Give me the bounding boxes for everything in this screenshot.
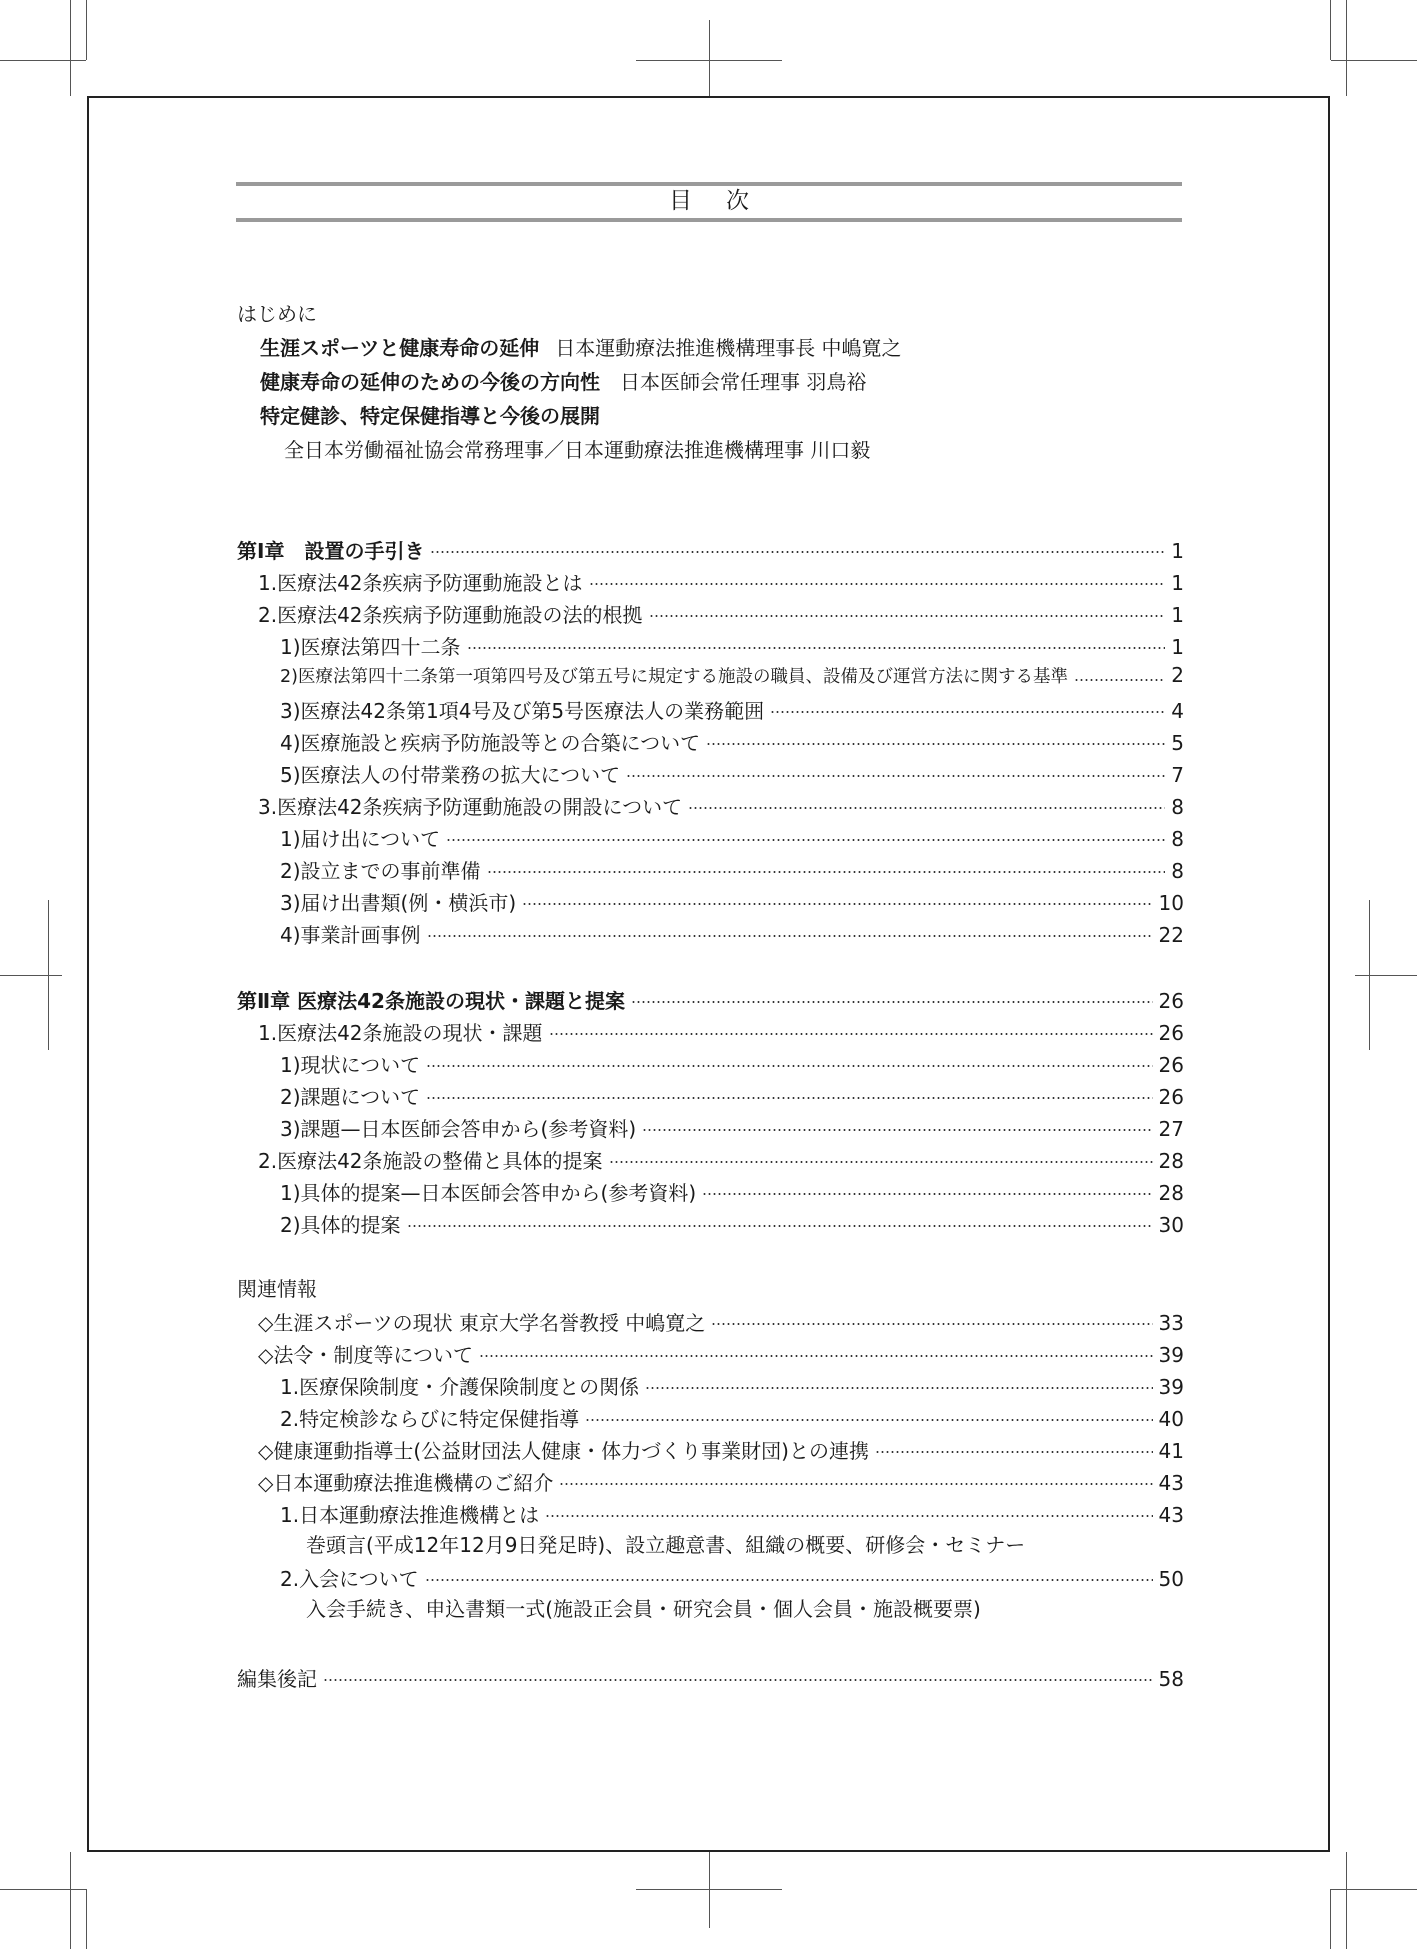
toc-label: 2)具体的提案 <box>280 1213 401 1237</box>
toc-page: 1 <box>1171 635 1184 659</box>
toc-label: 2)課題について <box>280 1085 421 1109</box>
leader-dots <box>688 807 1165 809</box>
leader-dots <box>645 1387 1152 1389</box>
toc-row[interactable] <box>280 1209 1184 1237</box>
leader-dots <box>706 743 1165 745</box>
heading-rule-top <box>236 182 1182 186</box>
intro-item <box>260 368 866 396</box>
toc-label: 2)設立までの事前準備 <box>280 859 481 883</box>
toc-label: 4)事業計画事例 <box>280 923 421 947</box>
toc-page: 30 <box>1158 1213 1184 1237</box>
toc-page: 10 <box>1158 891 1184 915</box>
toc-row[interactable] <box>258 567 1184 595</box>
leader-dots <box>430 551 1165 553</box>
toc-page: 58 <box>1158 1667 1184 1691</box>
toc-page: 28 <box>1158 1181 1184 1205</box>
crop-mark <box>1369 900 1370 1050</box>
intro-item-author: 日本医師会常任理事 羽鳥裕 <box>620 370 867 394</box>
toc-label: 3)届け出書類(例・横浜市) <box>280 891 517 915</box>
crop-mark <box>0 60 86 61</box>
toc-chapter-row[interactable] <box>237 535 1184 563</box>
toc-heading-block <box>236 182 1182 222</box>
toc-row[interactable] <box>280 631 1184 659</box>
toc-label: 3)医療法42条第1項4号及び第5号医療法人の業務範囲 <box>280 699 765 723</box>
crop-mark <box>0 1889 86 1890</box>
crop-mark <box>70 1852 71 1949</box>
toc-label: ◇健康運動指導士(公益財団法人健康・体力づくり事業財団)との連携 <box>258 1439 869 1463</box>
leader-dots <box>626 775 1165 777</box>
intro-item-author: 日本運動療法推進機構理事長 中嶋寛之 <box>555 336 902 360</box>
crop-mark <box>1331 1889 1417 1890</box>
crop-mark <box>86 0 87 60</box>
toc-label: 2.入会について <box>280 1567 419 1591</box>
toc-label: 1)具体的提案—日本医師会答申から(参考資料) <box>280 1181 697 1205</box>
leader-dots <box>770 711 1165 713</box>
leader-dots <box>323 1679 1153 1681</box>
toc-heading: 目次 <box>669 188 783 214</box>
leader-dots <box>1074 679 1165 681</box>
toc-page: 22 <box>1158 923 1184 947</box>
toc-label: ◇法令・制度等について <box>258 1343 473 1367</box>
toc-row[interactable] <box>280 1113 1184 1141</box>
toc-page: 5 <box>1171 731 1184 755</box>
crop-mark <box>1355 975 1417 976</box>
toc-label: 1)現状について <box>280 1053 421 1077</box>
toc-page: 28 <box>1158 1149 1184 1173</box>
toc-page: 39 <box>1158 1375 1184 1399</box>
leader-dots <box>426 1097 1152 1099</box>
toc-row[interactable] <box>280 919 1184 947</box>
toc-row[interactable] <box>280 663 1184 691</box>
toc-row[interactable] <box>237 1663 1184 1691</box>
toc-row[interactable] <box>280 1049 1184 1077</box>
toc-page: 33 <box>1158 1311 1184 1335</box>
leader-dots <box>487 871 1166 873</box>
toc-row[interactable] <box>258 791 1184 819</box>
toc-label: 5)医療法人の付帯業務の拡大について <box>280 763 621 787</box>
heading-rule-bottom <box>236 218 1182 222</box>
toc-sub-description: 巻頭言(平成12年12月9日発足時)、設立趣意書、組織の概要、研修会・セミナー <box>306 1533 1026 1557</box>
toc-label: 編集後記 <box>237 1667 317 1691</box>
crop-mark <box>70 0 71 96</box>
toc-page: 43 <box>1158 1471 1184 1495</box>
leader-dots <box>589 583 1166 585</box>
toc-row[interactable] <box>280 1499 1184 1527</box>
leader-dots <box>585 1419 1152 1421</box>
intro-item-title: 生涯スポーツと健康寿命の延伸 <box>260 336 540 360</box>
toc-row[interactable] <box>258 1145 1184 1173</box>
toc-label: 2.特定検診ならびに特定保健指導 <box>280 1407 580 1431</box>
crop-mark <box>1330 0 1331 60</box>
toc-label: 第Ⅰ章 設置の手引き <box>237 539 425 563</box>
toc-row[interactable] <box>258 1339 1184 1367</box>
crop-mark <box>709 20 710 96</box>
related-label: 関連情報 <box>237 1277 317 1301</box>
toc-page: 26 <box>1158 1021 1184 1045</box>
leader-dots <box>545 1515 1152 1517</box>
toc-row[interactable] <box>280 823 1184 851</box>
toc-page: 26 <box>1158 989 1184 1013</box>
toc-page: 27 <box>1158 1117 1184 1141</box>
leader-dots <box>649 615 1166 617</box>
leader-dots <box>426 1065 1152 1067</box>
leader-dots <box>549 1033 1153 1035</box>
toc-page: 8 <box>1171 859 1184 883</box>
toc-page: 26 <box>1158 1085 1184 1109</box>
toc-page: 4 <box>1171 699 1184 723</box>
leader-dots <box>522 903 1152 905</box>
toc-page: 41 <box>1158 1439 1184 1463</box>
toc-label: 2.医療法42条施設の整備と具体的提案 <box>258 1149 603 1173</box>
toc-row[interactable] <box>280 759 1184 787</box>
leader-dots <box>702 1193 1152 1195</box>
crop-mark <box>86 1889 87 1949</box>
toc-label: 3.医療法42条疾病予防運動施設の開設について <box>258 795 683 819</box>
leader-dots <box>467 647 1166 649</box>
toc-label: ◇生涯スポーツの現状 東京大学名誉教授 中嶋寛之 <box>258 1311 706 1335</box>
intro-item-title: 健康寿命の延伸のための今後の方向性 <box>260 370 600 394</box>
toc-page: 39 <box>1158 1343 1184 1367</box>
toc-label: 1.医療法42条施設の現状・課題 <box>258 1021 543 1045</box>
toc-page: 43 <box>1158 1503 1184 1527</box>
toc-page: 1 <box>1171 571 1184 595</box>
toc-row[interactable] <box>280 695 1184 723</box>
toc-row[interactable] <box>280 855 1184 883</box>
toc-page: 26 <box>1158 1053 1184 1077</box>
toc-label: 1)医療法第四十二条 <box>280 635 461 659</box>
toc-row[interactable] <box>258 1017 1184 1045</box>
crop-mark <box>0 975 62 976</box>
toc-page: 50 <box>1158 1567 1184 1591</box>
toc-page: 8 <box>1171 827 1184 851</box>
intro-author-line: 全日本労働福祉協会常務理事／日本運動療法推進機構理事 川口毅 <box>284 438 871 462</box>
toc-label: 1.医療法42条疾病予防運動施設とは <box>258 571 583 595</box>
toc-row[interactable] <box>280 887 1184 915</box>
toc-page: 7 <box>1171 763 1184 787</box>
intro-label: はじめに <box>237 302 317 326</box>
leader-dots <box>479 1355 1153 1357</box>
toc-label: 2.医療法42条疾病予防運動施設の法的根拠 <box>258 603 643 627</box>
crop-mark <box>1330 1889 1331 1949</box>
leader-dots <box>427 935 1153 937</box>
crop-mark <box>709 1852 710 1928</box>
toc-page: 2 <box>1171 663 1184 687</box>
toc-label: 1.医療保険制度・介護保険制度との関係 <box>280 1375 640 1399</box>
toc-label: ◇日本運動療法推進機構のご紹介 <box>258 1471 554 1495</box>
toc-label: 1)届け出について <box>280 827 441 851</box>
toc-row[interactable] <box>258 1307 1184 1335</box>
leader-dots <box>642 1129 1152 1131</box>
toc-page: 1 <box>1171 539 1184 563</box>
toc-page: 40 <box>1158 1407 1184 1431</box>
crop-mark <box>48 900 49 1050</box>
leader-dots <box>425 1579 1153 1581</box>
toc-page: 1 <box>1171 603 1184 627</box>
toc-label: 1.日本運動療法推進機構とは <box>280 1503 540 1527</box>
toc-label: 4)医療施設と疾病予防施設等との合築について <box>280 731 701 755</box>
intro-item <box>260 334 902 362</box>
toc-label: 第Ⅱ章 医療法42条施設の現状・課題と提案 <box>237 989 625 1013</box>
toc-row[interactable] <box>280 1371 1184 1399</box>
toc-row[interactable] <box>258 1467 1184 1495</box>
toc-page: 8 <box>1171 795 1184 819</box>
intro-item-title: 特定健診、特定保健指導と今後の展開 <box>260 404 600 428</box>
toc-row[interactable] <box>258 599 1184 627</box>
leader-dots <box>446 839 1165 841</box>
toc-row[interactable] <box>280 1403 1184 1431</box>
toc-row[interactable] <box>280 1177 1184 1205</box>
crop-mark <box>1346 1852 1347 1949</box>
toc-label: 2)医療法第四十二条第一項第四号及び第五号に規定する施設の職員、設備及び運営方法に関する基準 <box>280 667 1068 687</box>
leader-dots <box>631 1001 1153 1003</box>
toc-label: 3)課題—日本医師会答申から(参考資料) <box>280 1117 637 1141</box>
toc-sub-description: 入会手続き、申込書類一式(施設正会員・研究会員・個人会員・施設概要票) <box>306 1597 981 1621</box>
crop-mark <box>1331 60 1417 61</box>
leader-dots <box>559 1483 1152 1485</box>
toc-row[interactable] <box>258 1435 1184 1463</box>
toc-chapter-row[interactable] <box>237 985 1184 1013</box>
leader-dots <box>711 1323 1152 1325</box>
leader-dots <box>407 1225 1153 1227</box>
intro-item <box>260 402 600 430</box>
toc-row[interactable] <box>280 1563 1184 1591</box>
leader-dots <box>875 1451 1153 1453</box>
crop-mark <box>1346 0 1347 96</box>
toc-row[interactable] <box>280 727 1184 755</box>
leader-dots <box>609 1161 1153 1163</box>
toc-row[interactable] <box>280 1081 1184 1109</box>
